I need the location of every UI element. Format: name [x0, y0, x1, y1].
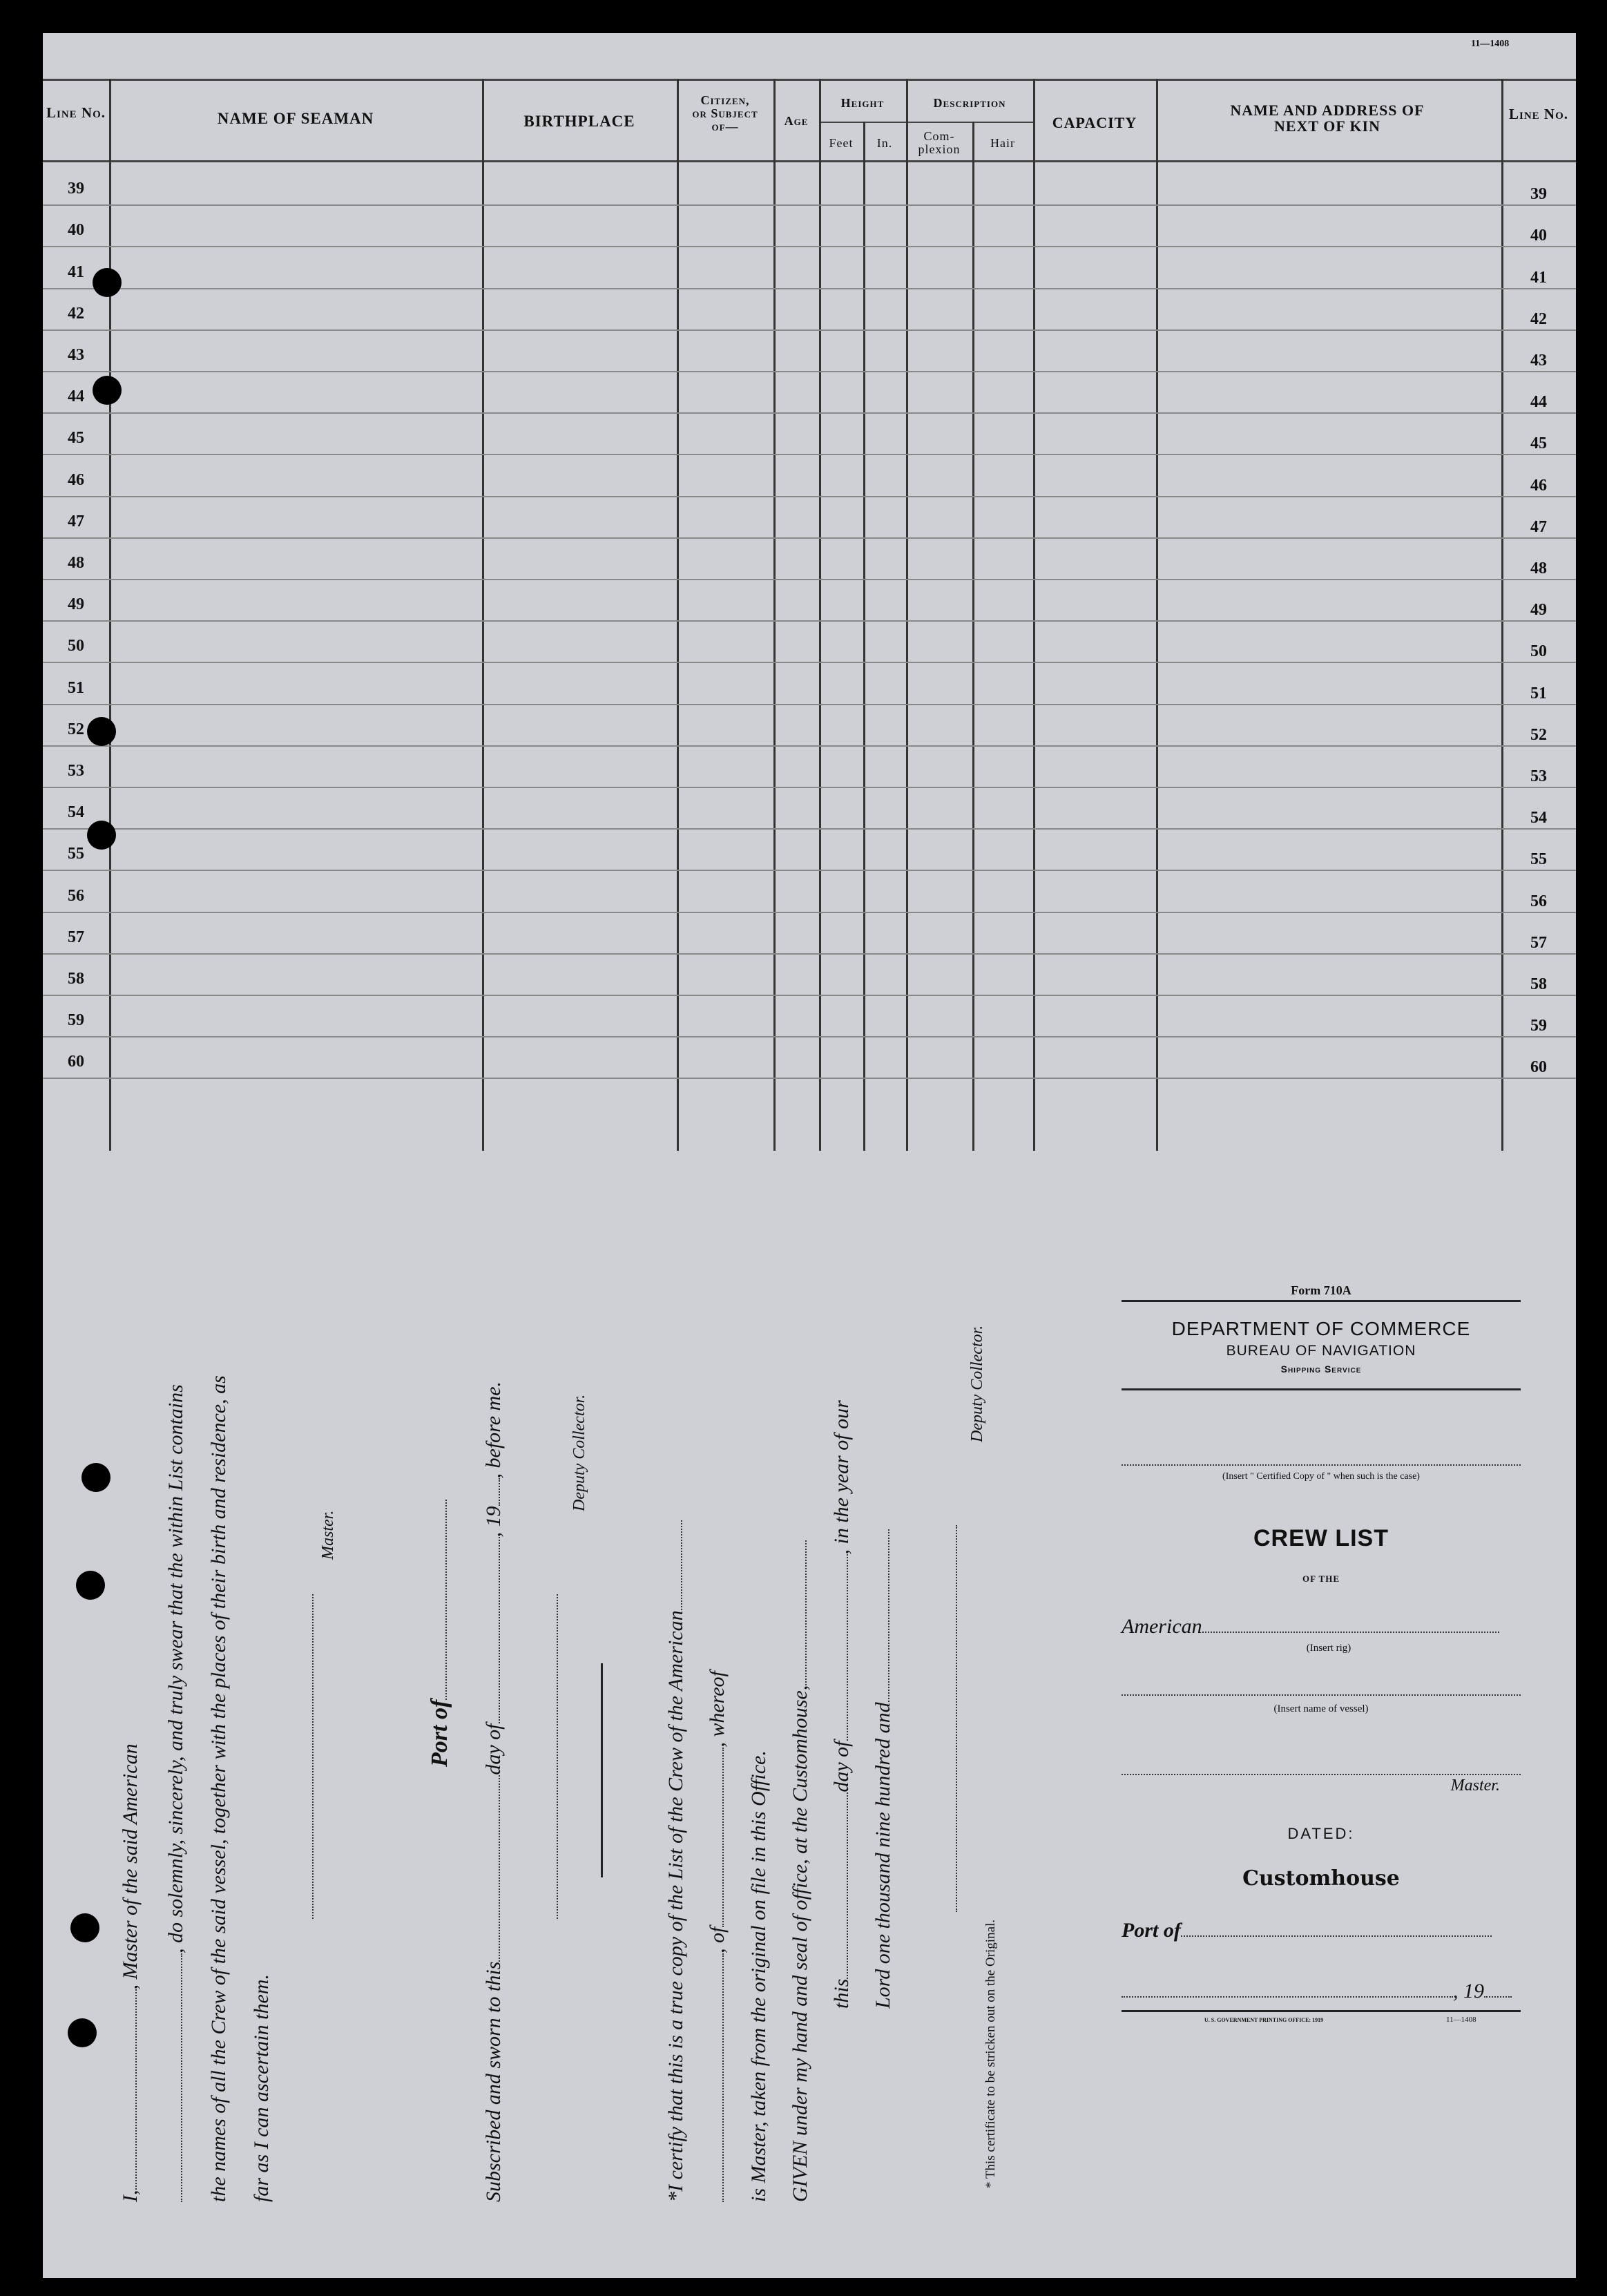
punch-hole: [87, 821, 116, 850]
row-number-left: 39: [68, 180, 84, 198]
table-row-rule: [43, 329, 1576, 331]
col-divider: [677, 79, 679, 1151]
table-row-rule: [43, 537, 1576, 539]
table-row-rule: [43, 787, 1576, 788]
dated: DATED:: [1287, 1825, 1355, 1842]
card-code: 11—1408: [1446, 2016, 1476, 2024]
oath-line-4: far as I can ascertain them.: [250, 1974, 273, 2202]
punch-hole: [93, 376, 122, 405]
punch-hole: [76, 1571, 105, 1600]
of-the: OF THE: [1302, 1573, 1340, 1584]
table-row-rule: [43, 579, 1576, 580]
punch-hole: [81, 1463, 110, 1492]
header-citizen: Citizen, or Subject of—: [692, 93, 758, 133]
header-complexion: Com-plexion: [918, 129, 961, 156]
row-number-right: 44: [1530, 393, 1547, 412]
master-name-line: [1122, 1774, 1521, 1775]
punch-hole: [87, 717, 116, 746]
insert-rig: (Insert rig): [1306, 1643, 1351, 1654]
bureau: BUREAU OF NAVIGATION: [1226, 1343, 1416, 1359]
certify-line-3: is Master, taken from the original on file in this Office.: [747, 1750, 770, 2202]
col-divider: [906, 79, 908, 1151]
lord-line: Lord one thousand nine hundred and: [872, 1529, 895, 2009]
row-number-left: 59: [68, 1011, 84, 1030]
row-number-left: 54: [68, 803, 84, 822]
table-row-rule: [43, 454, 1576, 455]
row-number-left: 43: [68, 346, 84, 364]
col-divider: [1501, 79, 1503, 1151]
row-number-right: 53: [1530, 767, 1547, 785]
crew-list-form: [43, 33, 1576, 2278]
master-label: Master.: [319, 1510, 337, 1560]
header-description: Description: [933, 96, 1006, 110]
table-row-rule: [43, 912, 1576, 913]
crew-list-title: CREW LIST: [1253, 1525, 1389, 1551]
deputy-collector-1: Deputy Collector.: [570, 1394, 588, 1511]
row-number-left: 40: [68, 221, 84, 240]
punch-hole: [93, 268, 122, 297]
table-row-rule: [43, 745, 1576, 747]
subscribed-line: Subscribed and sworn to thisday of, 19, before me.: [482, 1381, 505, 2202]
row-number-right: 43: [1530, 352, 1547, 370]
table-row-rule: [43, 828, 1576, 830]
col-divider: [1033, 79, 1035, 1151]
row-number-right: 45: [1530, 434, 1547, 453]
header-next-of-kin: NAME AND ADDRESS OF NEXT OF KIN: [1230, 102, 1425, 135]
table-row-rule: [43, 1036, 1576, 1037]
printing-office: U. S. GOVERNMENT PRINTING OFFICE: 1919: [1204, 2017, 1324, 2023]
certify-line-1: *I certify that this is a true copy of the List of the Crew of the American: [664, 1520, 688, 2202]
row-number-right: 46: [1530, 476, 1547, 495]
table-row-rule: [43, 496, 1576, 497]
department: DEPARTMENT OF COMMERCE: [1171, 1318, 1471, 1339]
separator-rule: [601, 1663, 603, 1877]
col-divider: [773, 79, 776, 1151]
crew-table: [43, 33, 1576, 1111]
oath-line-1: I,, Master of the said American: [119, 1743, 142, 2202]
oath-line-2: , do solemnly, sincerely, and truly swear that the within List contains: [164, 1384, 188, 2202]
deputy-signature-line-1: [557, 1594, 559, 1919]
row-number-left: 41: [68, 262, 84, 281]
vessel-name-line: [1122, 1694, 1521, 1696]
row-number-right: 47: [1530, 517, 1547, 536]
row-number-left: 58: [68, 970, 84, 988]
table-row-rule: [43, 870, 1576, 871]
row-number-left: 51: [68, 678, 84, 697]
table-row-rule: [43, 995, 1576, 996]
deputy-collector-2: Deputy Collector.: [968, 1325, 986, 1442]
row-number-left: 52: [68, 720, 84, 738]
certify-line-2: , of, whereof: [706, 1671, 729, 2202]
col-divider: [109, 79, 111, 1151]
header-hair: Hair: [990, 136, 1015, 150]
row-number-left: 49: [68, 595, 84, 614]
table-row-rule: [43, 704, 1576, 705]
row-number-left: 53: [68, 762, 84, 780]
header-capacity: CAPACITY: [1052, 114, 1137, 131]
american-row: American: [1122, 1615, 1521, 1638]
header-name: NAME OF SEAMAN: [217, 110, 374, 127]
card-date-row: , 19: [1122, 1980, 1521, 2003]
oath-line-3: the names of all the Crew of the said vessel, together with the places of their birth and residence, as: [207, 1375, 230, 2202]
certified-copy-line: [1122, 1464, 1521, 1466]
table-row-rule: [43, 953, 1576, 955]
row-number-right: 58: [1530, 975, 1547, 993]
port-of-label: Port of: [427, 1500, 453, 1767]
row-number-left: 57: [68, 928, 84, 946]
header-birthplace: BIRTHPLACE: [523, 113, 635, 130]
row-number-left: 44: [68, 388, 84, 406]
row-number-right: 54: [1530, 809, 1547, 827]
row-number-right: 52: [1530, 725, 1547, 744]
row-number-right: 40: [1530, 227, 1547, 245]
punch-hole: [68, 2018, 97, 2047]
given-line: GIVEN under my hand and seal of office, at the Customhouse,: [789, 1540, 812, 2202]
customhouse: Customhouse: [1242, 1866, 1400, 1891]
row-number-right: 59: [1530, 1017, 1547, 1035]
row-number-right: 56: [1530, 892, 1547, 910]
col-divider: [482, 79, 484, 1151]
insert-vessel: (Insert name of vessel): [1273, 1703, 1369, 1714]
card-master: Master.: [1450, 1777, 1500, 1795]
card-rule-2: [1122, 1388, 1521, 1390]
card-port-row: Port of: [1122, 1919, 1521, 1942]
row-number-right: 41: [1530, 268, 1547, 287]
service: Shipping Service: [1280, 1364, 1362, 1375]
card-bottom-rule: [1122, 2010, 1521, 2012]
header-height: Height: [840, 96, 885, 110]
header-in: In.: [876, 136, 893, 150]
oath-section: [43, 1111, 1576, 2278]
this-day-line: thisday of, in the year of our: [830, 1400, 853, 2009]
row-number-right: 55: [1530, 850, 1547, 869]
row-number-left: 50: [68, 637, 84, 656]
header-top-rule: [43, 79, 1576, 81]
punch-hole: [70, 1913, 99, 1942]
subheader-rule: [819, 122, 1033, 123]
row-number-right: 49: [1530, 601, 1547, 620]
row-number-right: 60: [1530, 1058, 1547, 1077]
card-top-rule: [1122, 1300, 1521, 1302]
table-row-rule: [43, 1078, 1576, 1079]
table-row-rule: [43, 371, 1576, 372]
row-number-right: 57: [1530, 933, 1547, 952]
deputy-signature-line-2: [956, 1525, 959, 1912]
row-number-right: 50: [1530, 642, 1547, 661]
col-divider: [819, 79, 821, 1151]
insert-certified: (Insert " Certified Copy of " when such is the case): [1222, 1471, 1420, 1482]
row-number-left: 46: [68, 470, 84, 489]
row-number-left: 48: [68, 554, 84, 572]
row-number-left: 56: [68, 886, 84, 905]
form-number: Form 710A: [1291, 1283, 1351, 1297]
row-number-left: 45: [68, 429, 84, 448]
header-line-no-right: Line No.: [1508, 106, 1568, 122]
row-number-left: 47: [68, 512, 84, 530]
table-row-rule: [43, 662, 1576, 663]
header-bottom-rule: [43, 160, 1576, 162]
row-number-left: 60: [68, 1053, 84, 1071]
header-age: Age: [784, 114, 809, 128]
footnote: * This certificate to be stricken out on the Original.: [983, 1919, 998, 2188]
row-number-left: 42: [68, 304, 84, 323]
col-divider: [863, 122, 865, 1151]
table-row-rule: [43, 204, 1576, 206]
table-row-rule: [43, 288, 1576, 289]
row-number-left: 55: [68, 845, 84, 863]
row-number-right: 39: [1530, 185, 1547, 204]
row-number-right: 48: [1530, 559, 1547, 577]
col-divider: [972, 122, 974, 1151]
header-feet: Feet: [829, 136, 854, 150]
crew-list-cover: [1122, 1283, 1521, 2216]
table-row-rule: [43, 246, 1576, 247]
row-number-right: 51: [1530, 684, 1547, 702]
col-divider: [1156, 79, 1158, 1151]
row-number-right: 42: [1530, 309, 1547, 328]
corner-code: 11—1408: [1471, 39, 1510, 49]
header-line-no: Line No.: [46, 104, 106, 121]
table-row-rule: [43, 412, 1576, 414]
master-signature-line: [312, 1594, 315, 1919]
table-row-rule: [43, 620, 1576, 622]
